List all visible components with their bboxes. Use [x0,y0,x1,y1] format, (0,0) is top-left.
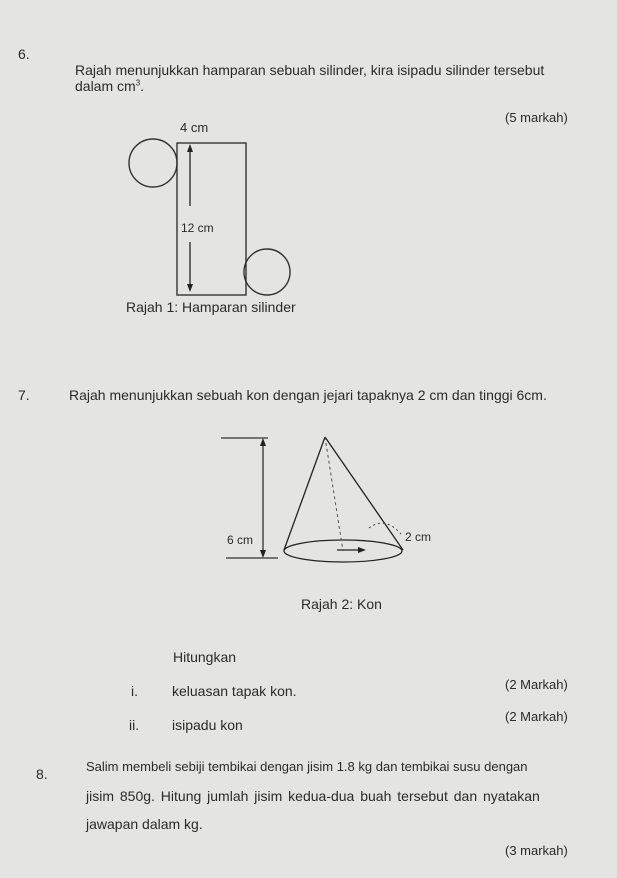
q6-unit-text: dalam cm [75,78,136,94]
cone-radius-label: 2 cm [405,530,432,544]
height-arrow-12cm [187,144,193,292]
q6-unit-sup: 3 [135,78,141,88]
cylinder-height-label: 12 cm [181,221,214,235]
q8-number: 8. [36,766,48,782]
q6-unit-end: . [140,78,145,94]
q7-part-ii-marks: (2 Markah) [505,709,568,724]
q6-number: 6. [18,46,30,62]
q7-part-ii-number: ii. [129,717,140,733]
q7-text-line1: Rajah menunjukkan sebuah kon dengan jejari tapaknya 2 cm dan tinggi 6cm. [69,387,547,403]
q7-part-i-text: keluasan tapak kon. [172,683,297,699]
figure-1-caption: Rajah 1: Hamparan silinder [126,299,296,315]
q7-intro: Hitungkan [173,649,237,665]
q7-part-i-number: i. [131,683,138,699]
cylinder-bottom-circle [244,249,290,295]
q7-part-ii-text: isipadu kon [172,717,243,733]
figure-2-caption: Rajah 2: Kon [301,596,382,612]
cylinder-net-rectangle [177,143,246,295]
q8-text-line3: jawapan dalam kg. [86,816,203,832]
q8-text-line2: jisim 850g. Hitung jumlah jisim kedua-dua buah tersebut dan nyatakan [86,788,540,804]
cone-radius-marker [337,523,401,553]
q7-part-i-marks: (2 Markah) [505,677,568,692]
cone-height-label: 6 cm [227,533,254,547]
q8-marks: (3 markah) [505,843,568,858]
cone-shape [284,437,403,562]
q7-number: 7. [18,387,30,403]
cylinder-top-circle [129,139,177,187]
q6-marks: (5 markah) [505,110,568,125]
q6-text-line1: Rajah menunjukkan hamparan sebuah silinder, kira isipadu silinder tersebut [75,62,545,78]
cylinder-top-label: 4 cm [180,120,209,135]
q8-text-line1: Salim membeli sebiji tembikai dengan jisim 1.8 kg dan tembikai susu dengan [86,759,528,774]
